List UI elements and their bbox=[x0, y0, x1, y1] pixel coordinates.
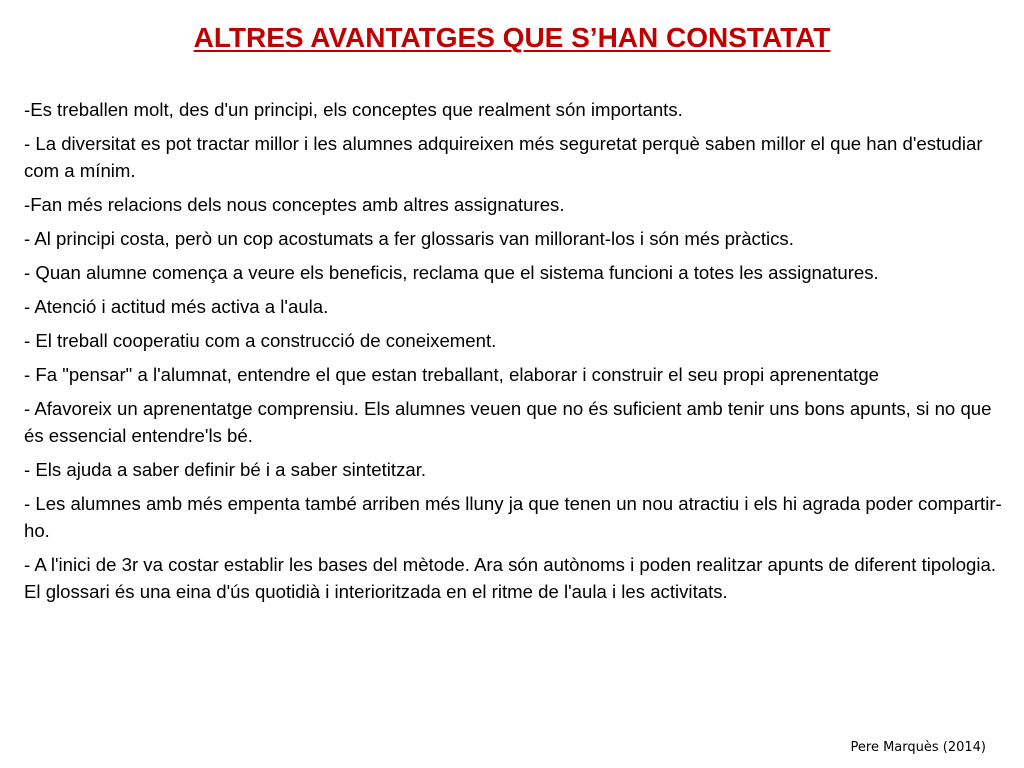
list-item: - Atenció i actitud més activa a l'aula. bbox=[24, 296, 329, 317]
list-item: -Es treballen molt, des d'un principi, els conceptes que realment són importants. bbox=[24, 99, 683, 120]
list-item: - La diversitat es pot tractar millor i les alumnes adquireixen més seguretat perquè saben millor el que han d'estudiar com a mínim. bbox=[24, 133, 983, 181]
list-item: - A l'inici de 3r va costar establir les bases del mètode. Ara són autònoms i poden realitzar apunts de diferent tipologia. El glossari és una eina d'ús quotidià i interioritzada en el ritme de l'aula i les activitats. bbox=[24, 554, 997, 602]
list-item: - Afavoreix un aprenentatge comprensiu. Els alumnes veuen que no és suficient amb tenir uns bons apunts, si no que és essencial entendre'ls bé. bbox=[24, 398, 992, 446]
footer-credit: Pere Marquès (2014) bbox=[850, 740, 986, 755]
list-item: - Els ajuda a saber definir bé i a saber sintetitzar. bbox=[24, 459, 427, 480]
list-item: - Al principi costa, però un cop acostumats a fer glossaris van millorant-los i són més pràctics. bbox=[24, 228, 794, 249]
slide-title: ALTRES AVANTATGES QUE S’HAN CONSTATAT bbox=[193, 22, 831, 53]
list-item: - Fa "pensar" a l'alumnat, entendre el que estan treballant, elaborar i construir el seu propi aprenentatge bbox=[24, 364, 880, 385]
list-item: - El treball cooperatiu com a construcció de coneixement. bbox=[24, 330, 497, 351]
list-item: - Quan alumne comença a veure els beneficis, reclama que el sistema funcioni a totes les assignatures. bbox=[24, 262, 879, 283]
list-item: - Les alumnes amb més empenta també arriben més lluny ja que tenen un nou atractiu i els hi agrada poder compartir-ho. bbox=[24, 493, 1002, 541]
bullet-list bbox=[24, 96, 1008, 612]
list-item: -Fan més relacions dels nous conceptes amb altres assignatures. bbox=[24, 194, 565, 215]
